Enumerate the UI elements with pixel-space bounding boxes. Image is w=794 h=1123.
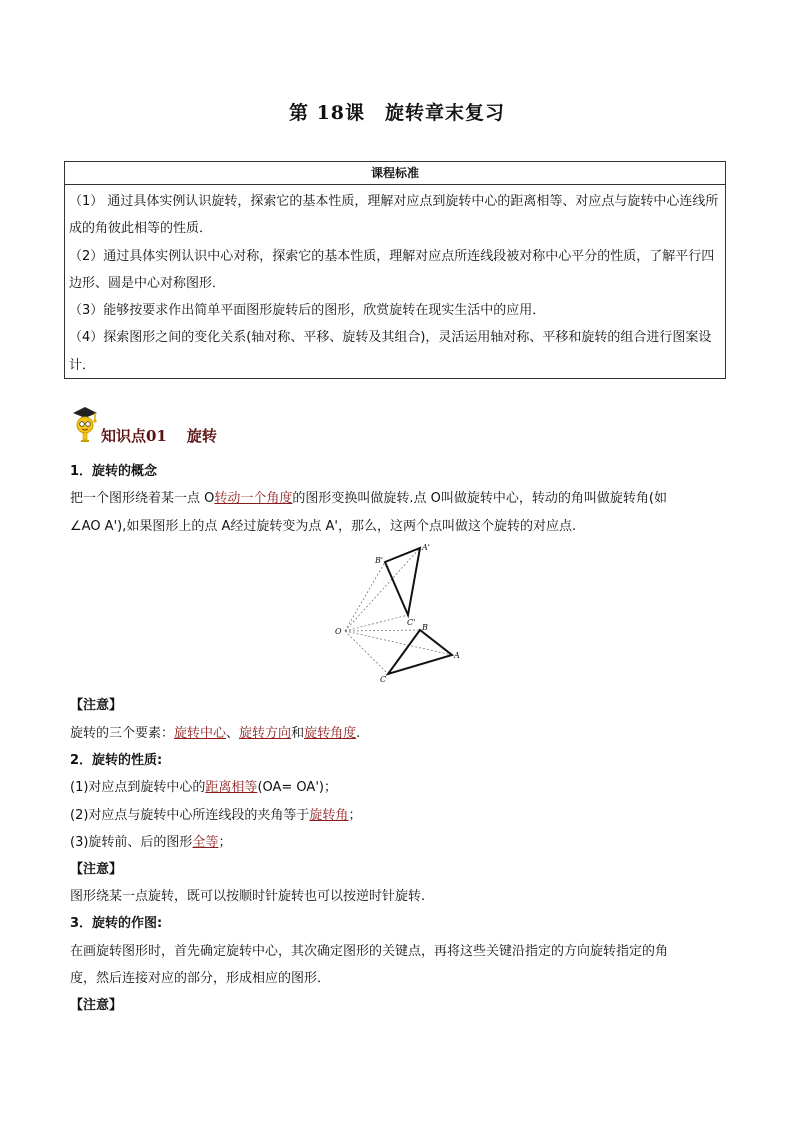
label-b-prime: B': [375, 556, 384, 565]
label-c-prime: C': [407, 618, 416, 627]
label-b: B: [422, 623, 428, 632]
label-o: O: [335, 627, 342, 636]
dashed-connector-lines: [345, 548, 452, 674]
key-term: 旋转角度: [304, 726, 357, 741]
note-label: 【注意】: [70, 862, 123, 877]
key-term: 旋转方向: [239, 726, 292, 741]
paragraph-line: 图形绕某一点旋转，既可以按顺时针旋转也可以按逆时针旋转.: [70, 889, 426, 904]
key-term: 转动一个角度: [214, 491, 293, 506]
standards-header: 课程标准: [65, 162, 725, 185]
paragraph-line: ∠AO A'),如果图形上的点 A经过旋转变为点 A'，那么，这两个点叫做这个旋转的对应点.: [70, 519, 577, 534]
scholar-cap-icon: [70, 404, 100, 444]
paragraph-line: 把一个图形绕着某一点 O转动一个角度的图形变换叫做旋转.点 O叫做旋转中心，转动的角叫做旋转角(如: [70, 491, 667, 506]
key-term: 旋转角: [309, 808, 349, 823]
curriculum-standards-box: [64, 161, 726, 379]
standard-item: （3）能够按要求作出简单平面图形旋转后的图形，欣赏旋转在现实生活中的应用．: [69, 303, 546, 319]
triangle-image: [385, 548, 420, 615]
page-title: 第 18课 旋转章末复习: [288, 102, 506, 124]
paragraph-line: (3)旋转前、后的图形全等；: [70, 835, 232, 850]
standard-item: （2）通过具体实例认识中心对称，探索它的基本性质，理解对应点所连线段被对称中心平分的性质，了解平行四边形、圆是中心对称图形．: [69, 248, 715, 291]
standard-item: （4）探索图形之间的变化关系(轴对称、平移、旋转及其组合)，灵活运用轴对称、平移和旋转的组合进行图案设计．: [69, 330, 712, 373]
section-heading: 2．旋转的性质:: [70, 753, 163, 768]
section-heading: 3．旋转的作图:: [70, 916, 163, 931]
paragraph-line: 度，然后连接对应的部分，形成相应的图形．: [70, 971, 331, 986]
paragraph-line: (2)对应点与旋转中心所连线段的夹角等于旋转角；: [70, 808, 362, 823]
knowledge-point-label: 知识点01: [101, 427, 167, 445]
section-heading: 1．旋转的概念: [70, 464, 158, 479]
label-c: C: [380, 675, 387, 684]
triangle-original: [388, 630, 452, 674]
paragraph-line: (1)对应点到旋转中心的距离相等(OA= OA')；: [70, 780, 337, 795]
label-a: A: [454, 651, 460, 660]
paragraph-line: 在画旋转图形时，首先确定旋转中心，其次确定图形的关键点，再将这些关键沿指定的方向旋转指定的角: [70, 944, 669, 959]
note-label: 【注意】: [70, 998, 123, 1013]
paragraph-line: 旋转的三个要素：旋转中心、旋转方向和旋转角度.: [70, 726, 361, 741]
standard-item: （1） 通过具体实例认识旋转，探索它的基本性质，理解对应点到旋转中心的距离相等、对应点与旋转中心连线所成的角彼此相等的性质．: [69, 194, 719, 237]
key-term: 距离相等: [205, 780, 258, 795]
note-label: 【注意】: [70, 698, 123, 713]
key-term: 全等: [192, 835, 219, 850]
rotation-diagram: [320, 540, 470, 685]
key-term: 旋转中心: [174, 726, 227, 741]
knowledge-point-topic: 旋转: [186, 427, 217, 445]
knowledge-point-heading: [70, 404, 370, 444]
label-a-prime: A': [422, 543, 430, 552]
standards-body: [65, 185, 725, 379]
